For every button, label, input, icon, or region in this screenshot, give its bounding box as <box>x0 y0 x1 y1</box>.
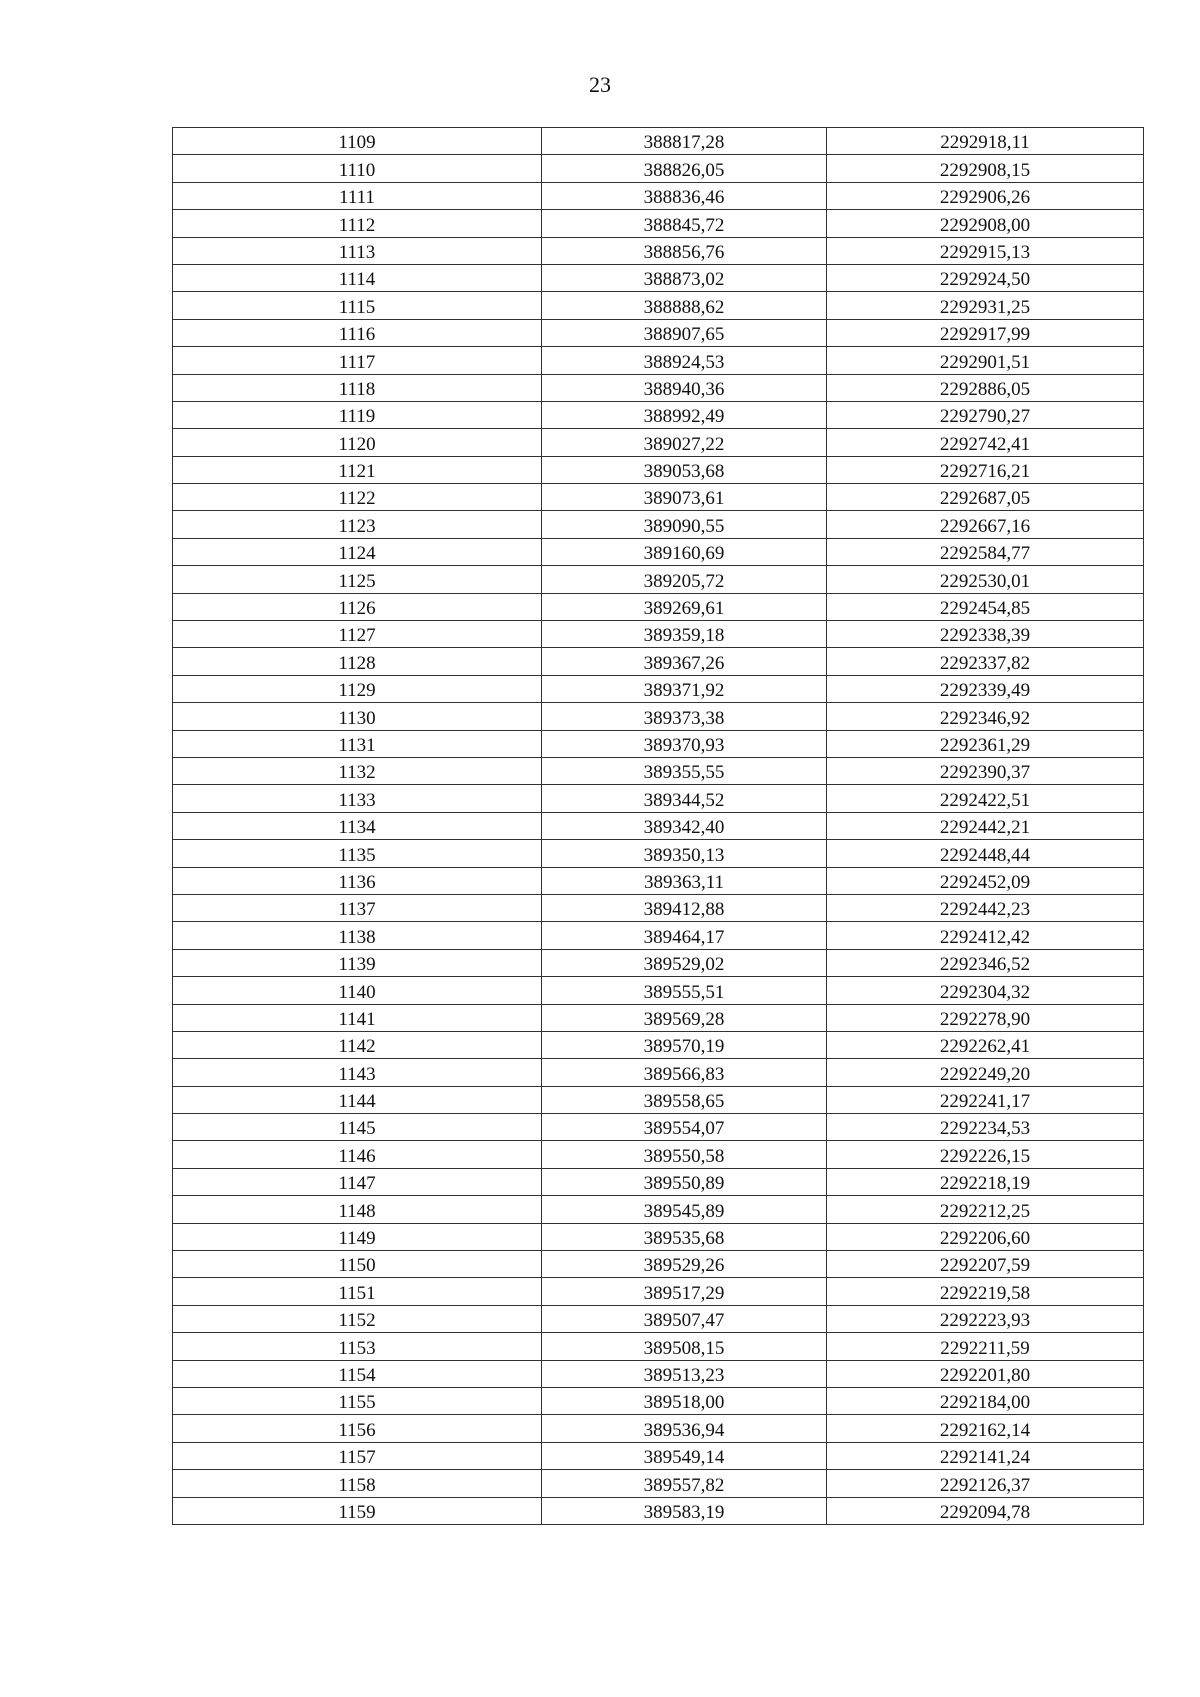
x-coordinate-cell: 388992,49 <box>542 401 827 428</box>
table-row <box>173 374 1144 401</box>
table-row <box>173 840 1144 867</box>
x-coordinate-cell: 389535,68 <box>542 1223 827 1250</box>
x-coordinate-cell: 389545,89 <box>542 1196 827 1223</box>
table-row <box>173 757 1144 784</box>
table-row <box>173 1031 1144 1058</box>
point-number-cell: 1154 <box>173 1360 542 1387</box>
y-coordinate-cell: 2292917,99 <box>827 319 1144 346</box>
x-coordinate-cell: 389090,55 <box>542 511 827 538</box>
table-row <box>173 1387 1144 1414</box>
point-number-cell: 1140 <box>173 977 542 1004</box>
point-number-cell: 1116 <box>173 319 542 346</box>
table-row <box>173 128 1144 155</box>
x-coordinate-cell: 389507,47 <box>542 1305 827 1332</box>
x-coordinate-cell: 389367,26 <box>542 648 827 675</box>
x-coordinate-cell: 389518,00 <box>542 1387 827 1414</box>
x-coordinate-cell: 389370,93 <box>542 730 827 757</box>
table-row <box>173 1305 1144 1332</box>
point-number-cell: 1148 <box>173 1196 542 1223</box>
table-row <box>173 1168 1144 1195</box>
y-coordinate-cell: 2292226,15 <box>827 1141 1144 1168</box>
point-number-cell: 1143 <box>173 1059 542 1086</box>
coordinates-table <box>172 127 1144 1525</box>
y-coordinate-cell: 2292390,37 <box>827 757 1144 784</box>
y-coordinate-cell: 2292742,41 <box>827 429 1144 456</box>
table-row <box>173 1497 1144 1524</box>
y-coordinate-cell: 2292094,78 <box>827 1497 1144 1524</box>
y-coordinate-cell: 2292442,21 <box>827 812 1144 839</box>
point-number-cell: 1159 <box>173 1497 542 1524</box>
y-coordinate-cell: 2292901,51 <box>827 347 1144 374</box>
table-row <box>173 182 1144 209</box>
y-coordinate-cell: 2292126,37 <box>827 1470 1144 1497</box>
table-row <box>173 264 1144 291</box>
table-row <box>173 1004 1144 1031</box>
table-row <box>173 538 1144 565</box>
table-row <box>173 1196 1144 1223</box>
x-coordinate-cell: 388873,02 <box>542 264 827 291</box>
point-number-cell: 1123 <box>173 511 542 538</box>
point-number-cell: 1120 <box>173 429 542 456</box>
x-coordinate-cell: 388836,46 <box>542 182 827 209</box>
point-number-cell: 1150 <box>173 1251 542 1278</box>
table-row <box>173 1114 1144 1141</box>
table-row <box>173 1278 1144 1305</box>
point-number-cell: 1109 <box>173 128 542 155</box>
x-coordinate-cell: 389549,14 <box>542 1442 827 1469</box>
y-coordinate-cell: 2292212,25 <box>827 1196 1144 1223</box>
point-number-cell: 1133 <box>173 785 542 812</box>
point-number-cell: 1130 <box>173 703 542 730</box>
table-row <box>173 1086 1144 1113</box>
page-number: 23 <box>589 72 611 97</box>
table-row <box>173 1333 1144 1360</box>
point-number-cell: 1135 <box>173 840 542 867</box>
table-row <box>173 648 1144 675</box>
x-coordinate-cell: 388907,65 <box>542 319 827 346</box>
x-coordinate-cell: 389464,17 <box>542 922 827 949</box>
table-row <box>173 1415 1144 1442</box>
x-coordinate-cell: 389160,69 <box>542 538 827 565</box>
point-number-cell: 1114 <box>173 264 542 291</box>
table-row <box>173 949 1144 976</box>
point-number-cell: 1153 <box>173 1333 542 1360</box>
point-number-cell: 1122 <box>173 484 542 511</box>
x-coordinate-cell: 389344,52 <box>542 785 827 812</box>
x-coordinate-cell: 388888,62 <box>542 292 827 319</box>
point-number-cell: 1128 <box>173 648 542 675</box>
y-coordinate-cell: 2292442,23 <box>827 894 1144 921</box>
point-number-cell: 1111 <box>173 182 542 209</box>
x-coordinate-cell: 389550,89 <box>542 1168 827 1195</box>
y-coordinate-cell: 2292908,15 <box>827 155 1144 182</box>
table-row <box>173 511 1144 538</box>
point-number-cell: 1139 <box>173 949 542 976</box>
x-coordinate-cell: 389570,19 <box>542 1031 827 1058</box>
y-coordinate-cell: 2292218,19 <box>827 1168 1144 1195</box>
y-coordinate-cell: 2292338,39 <box>827 621 1144 648</box>
y-coordinate-cell: 2292249,20 <box>827 1059 1144 1086</box>
table-row <box>173 1251 1144 1278</box>
x-coordinate-cell: 389373,38 <box>542 703 827 730</box>
y-coordinate-cell: 2292530,01 <box>827 566 1144 593</box>
table-row <box>173 1360 1144 1387</box>
point-number-cell: 1142 <box>173 1031 542 1058</box>
x-coordinate-cell: 389566,83 <box>542 1059 827 1086</box>
x-coordinate-cell: 388817,28 <box>542 128 827 155</box>
y-coordinate-cell: 2292448,44 <box>827 840 1144 867</box>
y-coordinate-cell: 2292234,53 <box>827 1114 1144 1141</box>
table-row <box>173 867 1144 894</box>
point-number-cell: 1119 <box>173 401 542 428</box>
point-number-cell: 1132 <box>173 757 542 784</box>
x-coordinate-cell: 388924,53 <box>542 347 827 374</box>
y-coordinate-cell: 2292886,05 <box>827 374 1144 401</box>
point-number-cell: 1151 <box>173 1278 542 1305</box>
table-row <box>173 977 1144 1004</box>
table-row <box>173 319 1144 346</box>
table-row <box>173 785 1144 812</box>
y-coordinate-cell: 2292304,32 <box>827 977 1144 1004</box>
y-coordinate-cell: 2292906,26 <box>827 182 1144 209</box>
y-coordinate-cell: 2292339,49 <box>827 675 1144 702</box>
point-number-cell: 1137 <box>173 894 542 921</box>
y-coordinate-cell: 2292908,00 <box>827 210 1144 237</box>
point-number-cell: 1141 <box>173 1004 542 1031</box>
x-coordinate-cell: 389371,92 <box>542 675 827 702</box>
x-coordinate-cell: 389529,26 <box>542 1251 827 1278</box>
x-coordinate-cell: 389053,68 <box>542 456 827 483</box>
x-coordinate-cell: 389205,72 <box>542 566 827 593</box>
table-row <box>173 730 1144 757</box>
table-row <box>173 1059 1144 1086</box>
y-coordinate-cell: 2292412,42 <box>827 922 1144 949</box>
x-coordinate-cell: 389355,55 <box>542 757 827 784</box>
point-number-cell: 1129 <box>173 675 542 702</box>
point-number-cell: 1157 <box>173 1442 542 1469</box>
point-number-cell: 1146 <box>173 1141 542 1168</box>
table-row <box>173 347 1144 374</box>
y-coordinate-cell: 2292207,59 <box>827 1251 1144 1278</box>
point-number-cell: 1138 <box>173 922 542 949</box>
x-coordinate-cell: 389508,15 <box>542 1333 827 1360</box>
table-row <box>173 812 1144 839</box>
table-body <box>173 128 1144 1525</box>
x-coordinate-cell: 389363,11 <box>542 867 827 894</box>
point-number-cell: 1131 <box>173 730 542 757</box>
y-coordinate-cell: 2292454,85 <box>827 593 1144 620</box>
y-coordinate-cell: 2292211,59 <box>827 1333 1144 1360</box>
x-coordinate-cell: 389027,22 <box>542 429 827 456</box>
y-coordinate-cell: 2292337,82 <box>827 648 1144 675</box>
y-coordinate-cell: 2292262,41 <box>827 1031 1144 1058</box>
y-coordinate-cell: 2292201,80 <box>827 1360 1144 1387</box>
table-row <box>173 401 1144 428</box>
point-number-cell: 1117 <box>173 347 542 374</box>
table-row <box>173 566 1144 593</box>
x-coordinate-cell: 389558,65 <box>542 1086 827 1113</box>
y-coordinate-cell: 2292141,24 <box>827 1442 1144 1469</box>
x-coordinate-cell: 389517,29 <box>542 1278 827 1305</box>
table-row <box>173 922 1144 949</box>
point-number-cell: 1144 <box>173 1086 542 1113</box>
table-row <box>173 155 1144 182</box>
point-number-cell: 1156 <box>173 1415 542 1442</box>
point-number-cell: 1115 <box>173 292 542 319</box>
table-row <box>173 894 1144 921</box>
point-number-cell: 1118 <box>173 374 542 401</box>
point-number-cell: 1124 <box>173 538 542 565</box>
y-coordinate-cell: 2292687,05 <box>827 484 1144 511</box>
x-coordinate-cell: 389557,82 <box>542 1470 827 1497</box>
x-coordinate-cell: 389412,88 <box>542 894 827 921</box>
table-row <box>173 703 1144 730</box>
x-coordinate-cell: 389583,19 <box>542 1497 827 1524</box>
x-coordinate-cell: 389350,13 <box>542 840 827 867</box>
x-coordinate-cell: 389550,58 <box>542 1141 827 1168</box>
x-coordinate-cell: 389073,61 <box>542 484 827 511</box>
x-coordinate-cell: 389554,07 <box>542 1114 827 1141</box>
y-coordinate-cell: 2292790,27 <box>827 401 1144 428</box>
point-number-cell: 1125 <box>173 566 542 593</box>
point-number-cell: 1126 <box>173 593 542 620</box>
x-coordinate-cell: 388856,76 <box>542 237 827 264</box>
point-number-cell: 1158 <box>173 1470 542 1497</box>
x-coordinate-cell: 389359,18 <box>542 621 827 648</box>
y-coordinate-cell: 2292346,52 <box>827 949 1144 976</box>
y-coordinate-cell: 2292219,58 <box>827 1278 1144 1305</box>
y-coordinate-cell: 2292241,17 <box>827 1086 1144 1113</box>
x-coordinate-cell: 389529,02 <box>542 949 827 976</box>
point-number-cell: 1134 <box>173 812 542 839</box>
table-row <box>173 1141 1144 1168</box>
y-coordinate-cell: 2292223,93 <box>827 1305 1144 1332</box>
y-coordinate-cell: 2292184,00 <box>827 1387 1144 1414</box>
point-number-cell: 1110 <box>173 155 542 182</box>
table-row <box>173 593 1144 620</box>
point-number-cell: 1127 <box>173 621 542 648</box>
table-row <box>173 1223 1144 1250</box>
y-coordinate-cell: 2292716,21 <box>827 456 1144 483</box>
y-coordinate-cell: 2292452,09 <box>827 867 1144 894</box>
point-number-cell: 1121 <box>173 456 542 483</box>
point-number-cell: 1145 <box>173 1114 542 1141</box>
table-row <box>173 456 1144 483</box>
point-number-cell: 1152 <box>173 1305 542 1332</box>
table-row <box>173 1442 1144 1469</box>
y-coordinate-cell: 2292346,92 <box>827 703 1144 730</box>
y-coordinate-cell: 2292422,51 <box>827 785 1144 812</box>
y-coordinate-cell: 2292924,50 <box>827 264 1144 291</box>
x-coordinate-cell: 389536,94 <box>542 1415 827 1442</box>
y-coordinate-cell: 2292206,60 <box>827 1223 1144 1250</box>
x-coordinate-cell: 388826,05 <box>542 155 827 182</box>
table-row <box>173 210 1144 237</box>
point-number-cell: 1113 <box>173 237 542 264</box>
x-coordinate-cell: 389555,51 <box>542 977 827 1004</box>
point-number-cell: 1155 <box>173 1387 542 1414</box>
x-coordinate-cell: 389513,23 <box>542 1360 827 1387</box>
x-coordinate-cell: 389569,28 <box>542 1004 827 1031</box>
table-row <box>173 429 1144 456</box>
table-row <box>173 237 1144 264</box>
x-coordinate-cell: 388940,36 <box>542 374 827 401</box>
y-coordinate-cell: 2292915,13 <box>827 237 1144 264</box>
y-coordinate-cell: 2292918,11 <box>827 128 1144 155</box>
y-coordinate-cell: 2292162,14 <box>827 1415 1144 1442</box>
y-coordinate-cell: 2292361,29 <box>827 730 1144 757</box>
point-number-cell: 1136 <box>173 867 542 894</box>
table-row <box>173 621 1144 648</box>
x-coordinate-cell: 388845,72 <box>542 210 827 237</box>
point-number-cell: 1149 <box>173 1223 542 1250</box>
table-row <box>173 675 1144 702</box>
x-coordinate-cell: 389269,61 <box>542 593 827 620</box>
y-coordinate-cell: 2292667,16 <box>827 511 1144 538</box>
y-coordinate-cell: 2292278,90 <box>827 1004 1144 1031</box>
table-row <box>173 292 1144 319</box>
x-coordinate-cell: 389342,40 <box>542 812 827 839</box>
table-row <box>173 1470 1144 1497</box>
table-row <box>173 484 1144 511</box>
y-coordinate-cell: 2292584,77 <box>827 538 1144 565</box>
point-number-cell: 1112 <box>173 210 542 237</box>
y-coordinate-cell: 2292931,25 <box>827 292 1144 319</box>
point-number-cell: 1147 <box>173 1168 542 1195</box>
